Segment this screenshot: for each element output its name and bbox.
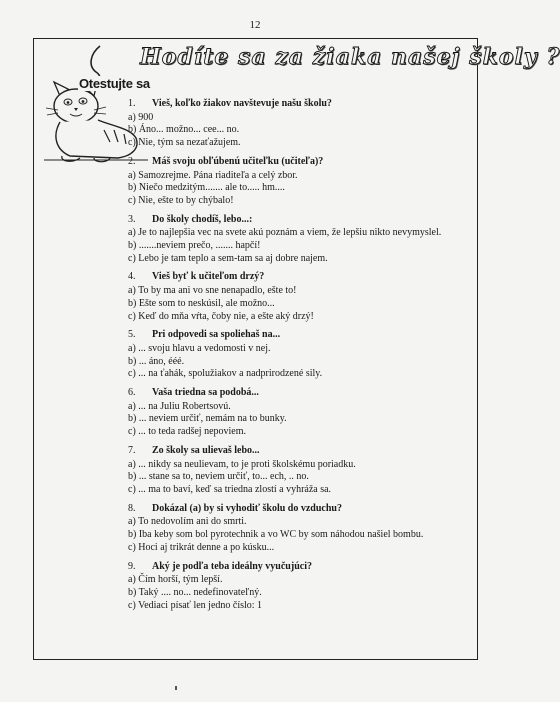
answer-b: b) Niečo medzitým....... ale to..... hm.... <box>128 182 285 194</box>
answer-c: c) ... ma to baví, keď sa triedna zlostí a vyhráža sa. <box>128 483 332 495</box>
question-number: 3. <box>128 213 136 225</box>
answer-b: b) ... áno, ééé. <box>128 355 185 367</box>
answer-a: a) Čím horší, tým lepší. <box>128 574 223 586</box>
answer-a: a) Samozrejme. Pána riaditeľa a celý zbor. <box>128 169 298 181</box>
answer-b: b) Ešte som to neskúsil, ale možno... <box>128 297 275 309</box>
answer-a: a) ... nikdy sa neulievam, to je proti školskému poriadku. <box>128 458 356 470</box>
question-text: Máš svoju obľúbenú učiteľku (učiteľa)? <box>152 155 324 167</box>
answer-c: c) Lebo je tam teplo a sem-tam sa aj dobre najem. <box>128 252 328 264</box>
answer-b: b) Taký .... no... nedefinovateľný. <box>128 586 262 598</box>
question-number: 7. <box>128 444 136 456</box>
question-text: Vieš, koľko žiakov navštevuje našu školu? <box>152 98 332 109</box>
question-text: Dokázal (a) by si vyhodiť školu do vzduchu? <box>152 502 342 514</box>
question-text: Vaša triedna sa podobá... <box>152 387 259 399</box>
answer-c: c) Vediaci písať len jedno číslo: 1 <box>128 599 263 611</box>
question-text: Vieš byť k učiteľom drzý? <box>152 271 265 283</box>
question-8 <box>128 503 474 555</box>
answer-a: a) To by ma ani vo sne nenapadlo, ešte to! <box>128 285 297 297</box>
question-2 <box>128 156 474 208</box>
answer-a: a) ... na Juliu Robertsovú. <box>128 400 231 412</box>
page-number: 12 <box>249 19 261 31</box>
question-6 <box>128 387 474 439</box>
question-number: 1. <box>128 98 136 109</box>
answer-a: a) ... svoju hlavu a vedomosti v nej. <box>128 342 271 354</box>
test-yourself-badge: Otestujte sa <box>79 76 150 91</box>
answer-b: b) Iba keby som bol pyrotechnik a vo WC by som náhodou našiel bombu. <box>128 529 424 541</box>
question-text: Aký je podľa teba ideálny vyučujúci? <box>152 560 312 572</box>
answer-a: a) To nedovolím ani do smrti. <box>128 516 247 528</box>
quiz-list <box>128 98 474 618</box>
question-5 <box>128 329 474 381</box>
answer-a: a) Je to najlepšia vec na svete akú poznám a viem, že lepšiu nikto nevymyslel. <box>128 227 442 239</box>
answer-c: c) Nie, tým sa nezaťažujem. <box>128 137 241 149</box>
question-3 <box>128 214 474 266</box>
question-number: 5. <box>128 329 136 341</box>
question-7 <box>128 445 474 497</box>
answer-b: b) Áno... možno... cee... no. <box>128 124 240 136</box>
print-mark <box>175 686 177 690</box>
question-number: 6. <box>128 387 136 399</box>
answer-c: c) ... to teda radšej nepoviem. <box>128 426 247 438</box>
question-1 <box>128 98 474 150</box>
answer-c: c) Hoci aj trikrát denne a po kúsku... <box>128 541 275 553</box>
question-4 <box>128 271 474 323</box>
answer-c: c) Nie, ešte to by chýbalo! <box>128 194 234 206</box>
question-text: Pri odpovedi sa spoliehaš na... <box>152 329 281 341</box>
answer-b: b) ... neviem určiť, nemám na to bunky. <box>128 413 287 425</box>
question-9 <box>128 561 474 613</box>
question-number: 2. <box>128 155 136 167</box>
answer-a: a) 900 <box>128 111 154 123</box>
question-text: Zo školy sa ulievaš lebo... <box>152 444 260 456</box>
question-number: 8. <box>128 502 136 514</box>
answer-b: b) .......neviem prečo, ....... hapčí! <box>128 240 261 252</box>
answer-c: c) ... na ťahák, spolužiakov a nadprirodzené sily. <box>128 368 323 380</box>
question-text: Do školy chodíš, lebo...: <box>152 213 253 225</box>
answer-b: b) ... stane sa to, neviem určiť, to... ech, .. no. <box>128 471 309 483</box>
page-title: Hodíte sa za žiaka našej školy ? <box>140 44 560 70</box>
question-number: 4. <box>128 271 136 283</box>
answer-c: c) Keď do mňa vŕta, čoby nie, a ešte aký drzý! <box>128 310 314 322</box>
question-number: 9. <box>128 560 136 572</box>
